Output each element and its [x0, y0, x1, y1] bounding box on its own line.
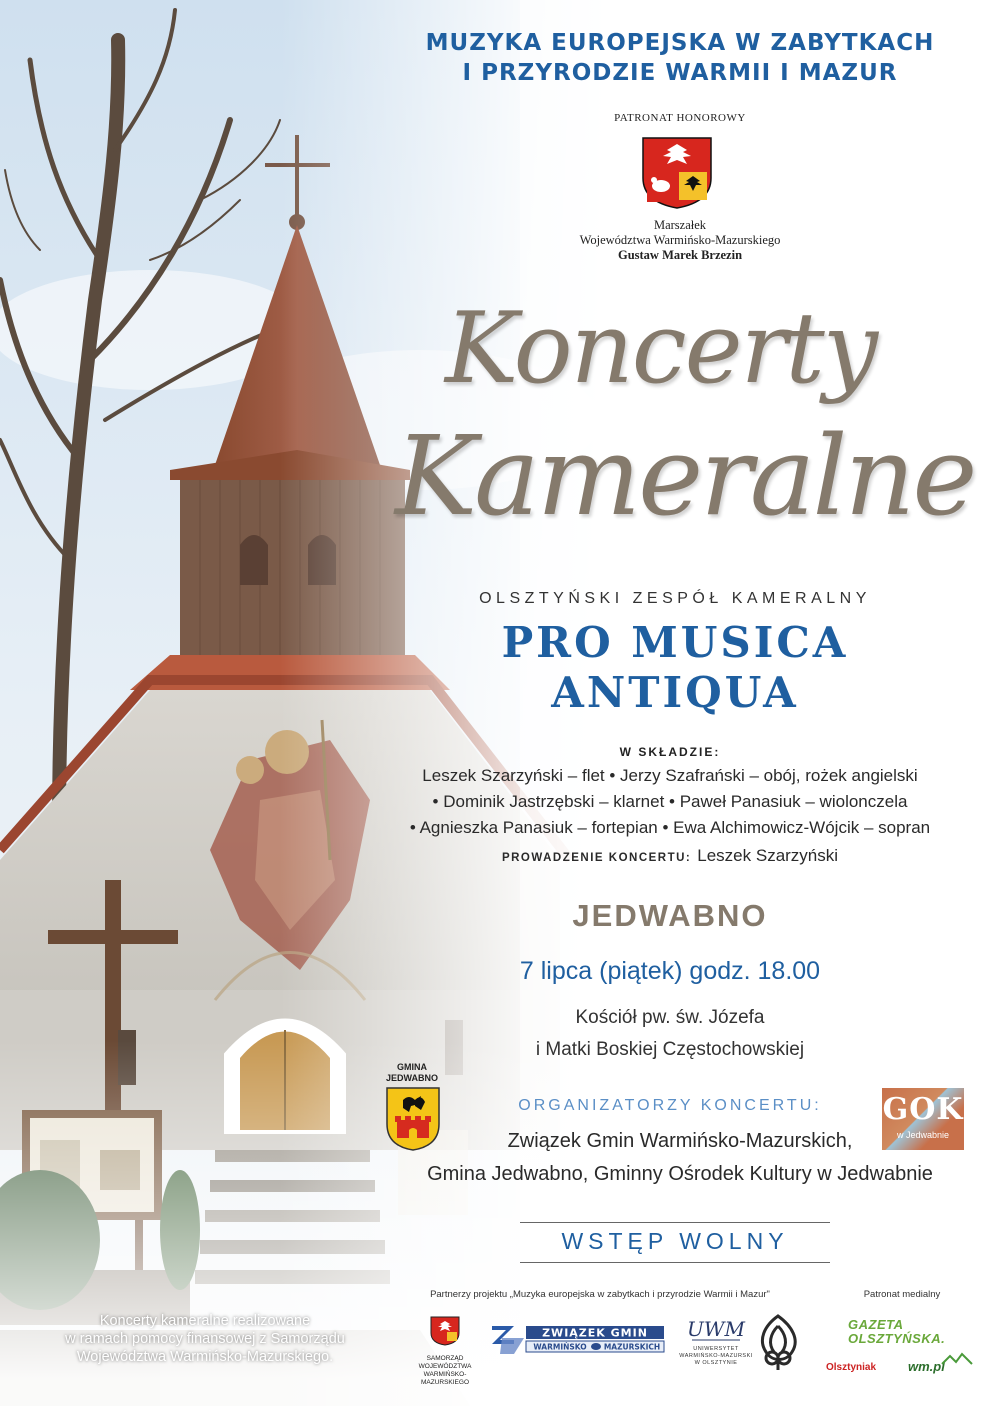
venue-line1: Kościół pw. św. Józefa	[575, 1007, 765, 1028]
ensemble-subtitle: OLSZTYŃSKI ZESPÓŁ KAMERALNY	[479, 590, 871, 607]
gok-logo-subtext: w Jedwabnie	[896, 1130, 950, 1140]
uwm-line3: W OLSZTYNIE	[694, 1360, 738, 1366]
event-town: JEDWABNO	[572, 898, 768, 933]
funding-line3: Województwa Warmińsko-Mazurskiego.	[76, 1349, 334, 1365]
event-venue	[470, 1002, 870, 1066]
concert-host-label: PROWADZENIE KONCERTU:	[501, 852, 692, 864]
uwm-logo	[686, 1316, 746, 1342]
ensemble-name	[440, 618, 910, 718]
event-date: 7 lipca (piątek) godz. 18.00	[519, 957, 821, 985]
zgwm-line2b: MAZURSKICH	[603, 1342, 661, 1352]
title-koncerty: Koncerty	[445, 292, 877, 406]
series-title-line2: I PRZYRODZIE WARMII I MAZUR	[462, 60, 898, 86]
gok-logo	[882, 1088, 964, 1150]
media-patronage-label: Patronat medialny	[863, 1289, 941, 1300]
uwm-line1: UNIWERSYTET	[693, 1346, 739, 1352]
venue-line2: i Matki Boskiej Częstochowskiej	[535, 1039, 805, 1060]
series-title-line1: MUZYKA EUROPEJSKA W ZABYTKACH	[425, 30, 935, 56]
honorary-patronage-label: PATRONAT HONOROWY	[614, 112, 746, 124]
uwm-mark-text: UWM	[687, 1317, 745, 1341]
gmina-label-line1: GMINA	[397, 1062, 427, 1072]
series-title	[380, 28, 980, 88]
gok-logo-text: GOK	[882, 1092, 964, 1127]
samorzad-line3: WARMIŃSKO-MAZURSKIEGO	[420, 1371, 470, 1386]
uwm-logo-text	[674, 1346, 758, 1367]
zgwm-logo	[490, 1320, 668, 1358]
members-label: W SKŁADZIE:	[619, 745, 721, 759]
voivodeship-crest-icon	[641, 136, 713, 210]
concert-host	[410, 846, 930, 866]
samorzad-logo-text	[400, 1355, 490, 1387]
ensemble-name-line1: PRO MUSICA	[501, 618, 849, 667]
ensemble-name-line2: ANTIQUA	[551, 668, 799, 717]
samorzad-crest-icon	[430, 1316, 460, 1346]
admission-rule-bottom	[520, 1262, 830, 1263]
gazeta-line1: GAZETA	[848, 1317, 904, 1332]
zgwm-line2a: WARMIŃSKO	[533, 1342, 587, 1352]
project-partners-label: Partnerzy projektu „Muzyka europejska w zabytkach i przyrodzie Warmii i Mazur"	[430, 1289, 770, 1300]
gazeta-line2: OLSZTYŃSKA.	[848, 1331, 946, 1346]
organizers-line2: Gmina Jedwabno, Gminny Ośrodek Kultury w Jedwabnie	[427, 1163, 933, 1185]
title-kameralne: Kameralne	[395, 412, 975, 540]
patron-title: Marszałek	[653, 218, 707, 232]
patron-text	[520, 218, 840, 263]
admission-free: WSTĘP WOLNY	[561, 1228, 789, 1254]
admission-rule-top	[520, 1222, 830, 1223]
wm-pl-logo: wm.pl	[908, 1359, 945, 1374]
samorzad-line2: WOJEWÓDZTWA	[418, 1363, 472, 1370]
olsztyniak-logo: Olsztyniak	[826, 1362, 877, 1373]
organizers-line1: Związek Gmin Warmińsko-Mazurskich,	[507, 1130, 853, 1152]
celtic-knot-logo-icon	[752, 1312, 804, 1372]
samorzad-line1: SAMORZĄD	[426, 1355, 464, 1362]
gmina-jedwabno-label	[382, 1062, 442, 1084]
gazeta-olsztynska-logo	[848, 1318, 978, 1346]
members-line-1: Leszek Szarzyński – flet • Jerzy Szafrański – obój, rożek angielski	[422, 766, 918, 785]
patron-name: Gustaw Marek Brzezin	[617, 248, 743, 262]
members-line-3: • Agnieszka Panasiuk – fortepian • Ewa Alchimowicz-Wójcik – sopran	[409, 818, 931, 837]
members-line-2: • Dominik Jastrzębski – klarnet • Paweł Panasiuk – wiolonczela	[432, 792, 908, 811]
patron-office: Województwa Warmińsko-Mazurskiego	[579, 233, 781, 247]
organizers-label: ORGANIZATORZY KONCERTU:	[518, 1097, 822, 1114]
concert-host-name: Leszek Szarzyński	[697, 846, 839, 865]
uwm-line2: WARMIŃSKO-MAZURSKI	[679, 1353, 753, 1359]
gmina-label-line2: JEDWABNO	[385, 1073, 438, 1083]
funding-line2: w ramach pomocy finansowej z Samorządu	[65, 1331, 345, 1347]
zgwm-line1: ZWIĄZEK GMIN	[542, 1326, 648, 1340]
funding-note	[40, 1312, 370, 1366]
wm-pl-swoosh-icon	[940, 1352, 974, 1366]
funding-line1: Koncerty kameralne realizowane	[99, 1313, 311, 1329]
